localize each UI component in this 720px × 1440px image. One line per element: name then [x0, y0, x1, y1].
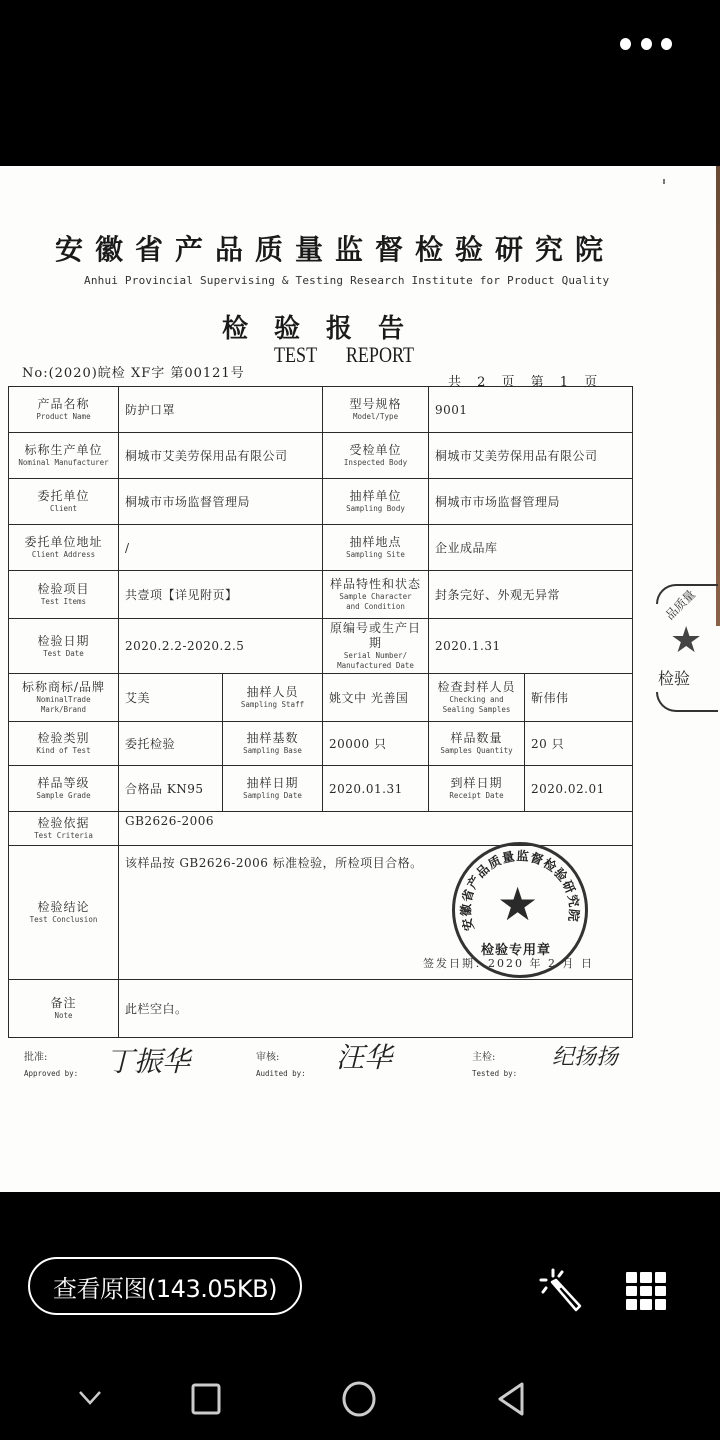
grid-icon — [626, 1299, 637, 1310]
value-note: 此栏空白。 — [119, 980, 633, 1038]
value-manufacturer: 桐城市艾美劳保用品有限公司 — [119, 433, 323, 479]
label-sampling-date: 抽样日期 Sampling Date — [223, 766, 323, 812]
circle-icon — [340, 1380, 378, 1418]
grid-icon — [655, 1299, 666, 1310]
table-row — [9, 980, 633, 1038]
issue-date: 签发日期：2020 年 2 月 日 — [423, 957, 595, 970]
grid-icon — [640, 1272, 651, 1283]
label-product-name: 产品名称 Product Name — [9, 387, 119, 433]
more-options-button[interactable] — [620, 32, 672, 56]
bottom-toolbar — [0, 1192, 720, 1440]
grid-icon — [626, 1286, 637, 1297]
label-test-criteria: 检验依据 Test Criteria — [9, 812, 119, 846]
value-sampling-staff: 姚文中 光善国 — [323, 674, 429, 722]
label-note: 备注 Note — [9, 980, 119, 1038]
value-test-items: 共壹项【详见附页】 — [119, 571, 323, 619]
label-sampling-body: 抽样单位 Sampling Body — [323, 479, 429, 525]
seal-arc — [656, 692, 718, 712]
table-row — [9, 387, 633, 433]
value-test-date: 2020.2.2-2020.2.5 — [119, 619, 323, 674]
report-title-cn: 检验报告 — [222, 314, 431, 344]
label-test-date: 检验日期 Test Date — [9, 619, 119, 674]
value-checking-staff: 靳伟伟 — [525, 674, 633, 722]
approved-signature: 丁振华 — [106, 1045, 191, 1078]
value-sample-condition: 封条完好、外观无异常 — [429, 571, 633, 619]
seal-text: 品质量 — [662, 587, 699, 623]
more-horizontal-icon — [620, 38, 631, 50]
label-checking-staff: 检查封样人员 Checking and Sealing Samples — [429, 674, 525, 722]
label-sampling-staff: 抽样人员 Sampling Staff — [223, 674, 323, 722]
label-manufacturer: 标称生产单位 Nominal Manufacturer — [9, 433, 119, 479]
background-edge — [716, 166, 720, 626]
page-info: 共 2 页 第 1 页 — [448, 375, 604, 390]
value-serial-date: 2020.1.31 — [429, 619, 633, 674]
seal-text: 检验 — [658, 669, 691, 688]
approved-label: 批准: Approved by: — [24, 1052, 79, 1078]
value-sample-grade: 合格品 KN95 — [119, 766, 223, 812]
table-row — [9, 433, 633, 479]
label-conclusion: 检验结论 Test Conclusion — [9, 846, 119, 980]
document-image[interactable] — [0, 166, 720, 1192]
tested-label: 主检: Tested by: — [472, 1052, 518, 1078]
value-kind-of-test: 委托检验 — [119, 722, 223, 766]
svg-text:安徽省产品质量监督检验研究院: 安徽省产品质量监督检验研究院 — [458, 848, 583, 933]
table-row — [9, 619, 633, 674]
institute-name-cn: 安徽省产品质量监督检验研究院 — [55, 233, 616, 266]
label-client-address: 委托单位地址 Client Address — [9, 525, 119, 571]
top-bar — [0, 0, 720, 166]
value-product-name: 防护口罩 — [119, 387, 323, 433]
audited-label: 审核: Audited by: — [256, 1052, 306, 1078]
value-receipt-date: 2020.02.01 — [525, 766, 633, 812]
table-row — [9, 479, 633, 525]
label-client: 委托单位 Client — [9, 479, 119, 525]
value-client: 桐城市市场监督管理局 — [119, 479, 323, 525]
table-row — [9, 812, 633, 846]
view-original-button[interactable]: 查看原图(143.05KB) — [28, 1257, 302, 1315]
table-row — [9, 674, 633, 722]
more-horizontal-icon — [641, 38, 652, 50]
institute-name-en: Anhui Provincial Supervising & Testing Research Institute for Product Quality — [84, 274, 610, 287]
value-client-address: / — [119, 525, 323, 571]
grid-icon — [640, 1299, 651, 1310]
label-sampling-site: 抽样地点 Sampling Site — [323, 525, 429, 571]
label-inspected-body: 受检单位 Inspected Body — [323, 433, 429, 479]
recents-button[interactable] — [190, 1382, 222, 1420]
value-inspected-body: 桐城市艾美劳保用品有限公司 — [429, 433, 633, 479]
value-model-type: 9001 — [429, 387, 633, 433]
home-button[interactable] — [340, 1380, 378, 1422]
edit-button[interactable] — [536, 1266, 586, 1316]
table-row — [9, 722, 633, 766]
value-sampling-base: 20000 只 — [323, 722, 429, 766]
hide-nav-button[interactable] — [76, 1388, 104, 1412]
chevron-down-icon — [76, 1388, 104, 1408]
label-receipt-date: 到样日期 Receipt Date — [429, 766, 525, 812]
report-title-en: TEST REPORT — [274, 342, 414, 367]
grid-icon — [626, 1272, 637, 1283]
value-trademark: 艾美 — [119, 674, 223, 722]
seal-label: 检验专用章 — [481, 943, 552, 958]
magic-wand-icon — [536, 1266, 586, 1316]
value-samples-quantity: 20 只 — [525, 722, 633, 766]
label-model-type: 型号规格 Model/Type — [323, 387, 429, 433]
official-seal — [452, 842, 588, 978]
back-button[interactable] — [494, 1380, 528, 1422]
value-conclusion: 该样品按 GB2626-2006 标准检验，所检项目合格。 — [125, 856, 423, 870]
grid-view-button[interactable] — [626, 1272, 666, 1310]
label-sampling-base: 抽样基数 Sampling Base — [223, 722, 323, 766]
system-navigation-bar — [0, 1362, 720, 1440]
paper-speck — [663, 179, 665, 184]
value-sampling-body: 桐城市市场监督管理局 — [429, 479, 633, 525]
value-test-criteria: GB2626-2006 — [119, 812, 633, 846]
star-icon: ★ — [497, 877, 539, 931]
value-sampling-site: 企业成品库 — [429, 525, 633, 571]
table-row — [9, 766, 633, 812]
label-trademark: 标称商标/品牌 NominalTrade Mark/Brand — [9, 674, 119, 722]
label-samples-quantity: 样品数量 Samples Quantity — [429, 722, 525, 766]
label-serial-date: 原编号或生产日期 Serial Number/ Manufactured Date — [323, 619, 429, 674]
report-number: No:(2020)皖检 XF字 第00121号 — [22, 366, 245, 381]
grid-icon — [655, 1272, 666, 1283]
partial-seal — [656, 574, 720, 704]
label-sample-grade: 样品等级 Sample Grade — [9, 766, 119, 812]
label-test-items: 检验项目 Test Items — [9, 571, 119, 619]
square-icon — [190, 1382, 222, 1416]
table-row — [9, 525, 633, 571]
more-horizontal-icon — [661, 38, 672, 50]
grid-icon — [640, 1286, 651, 1297]
value-sampling-date: 2020.01.31 — [323, 766, 429, 812]
label-kind-of-test: 检验类别 Kind of Test — [9, 722, 119, 766]
grid-icon — [655, 1286, 666, 1297]
triangle-back-icon — [494, 1380, 528, 1418]
table-row — [9, 571, 633, 619]
label-sample-condition: 样品特性和状态 Sample Character and Condition — [323, 571, 429, 619]
signatures — [0, 1036, 720, 1096]
tested-signature: 纪扬扬 — [552, 1045, 619, 1070]
audited-signature: 汪华 — [336, 1041, 393, 1074]
star-icon: ★ — [670, 620, 703, 661]
